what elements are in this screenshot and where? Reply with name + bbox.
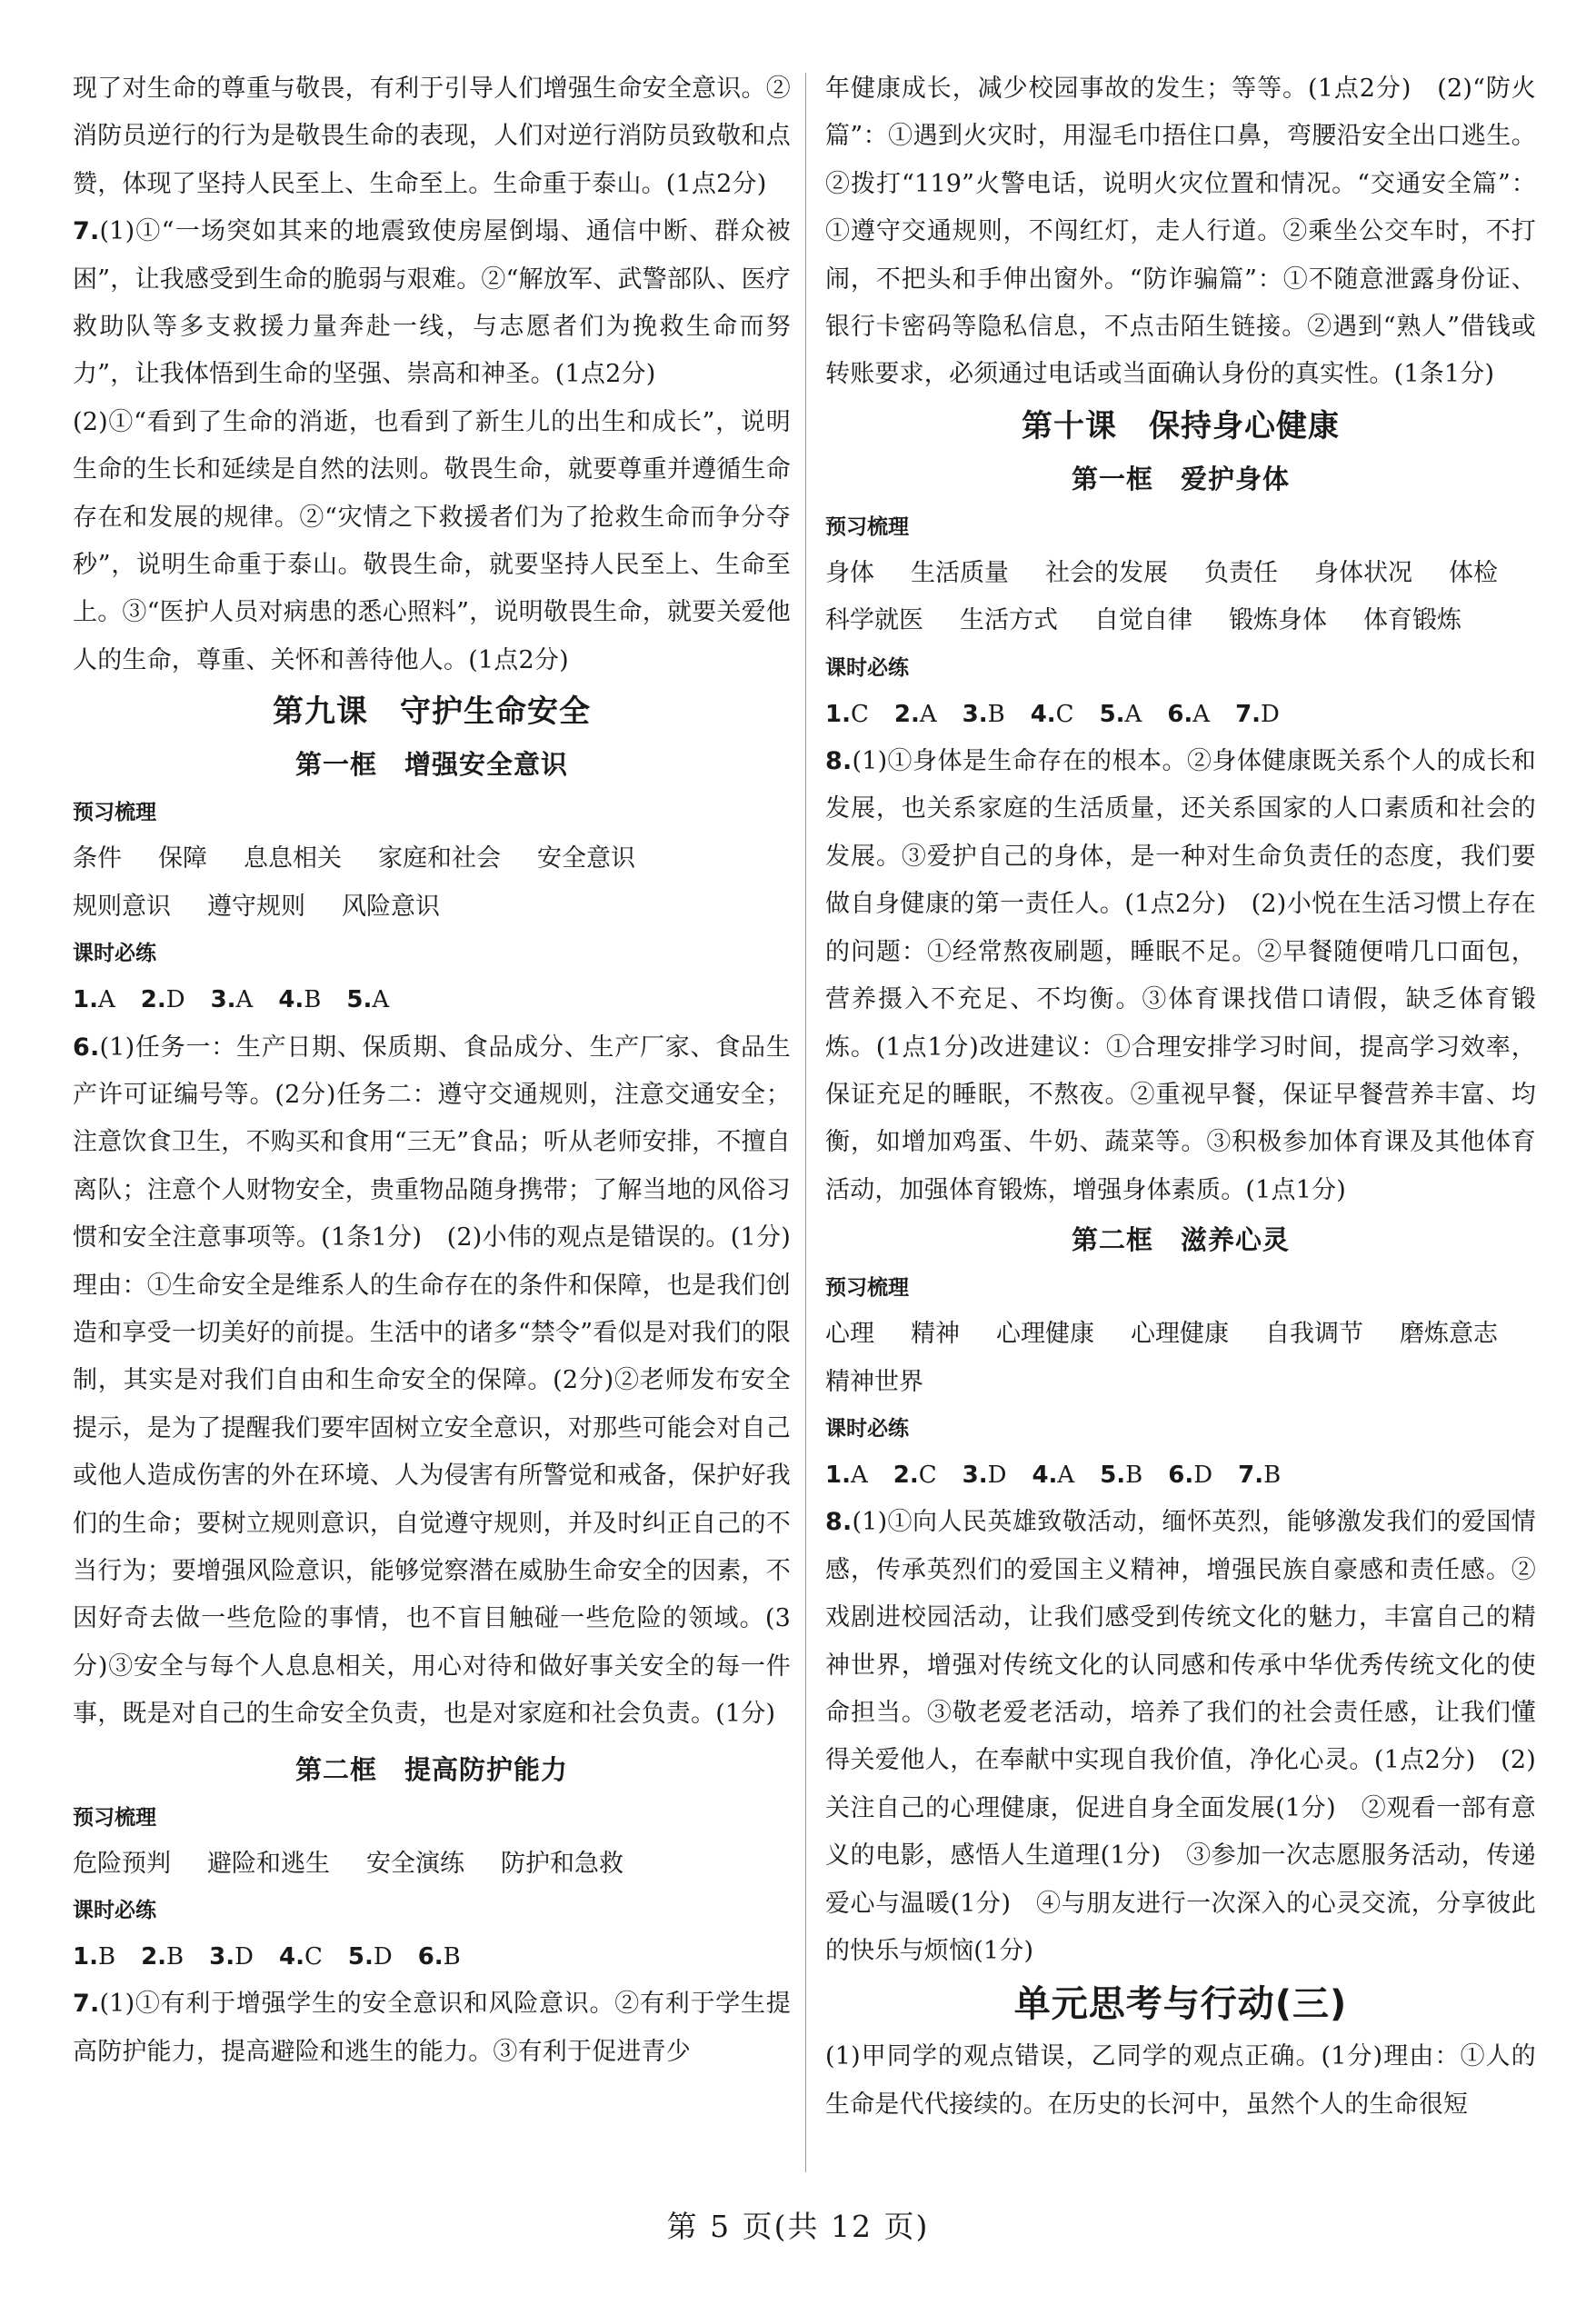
- section-label: 课时必练: [73, 1899, 156, 1922]
- mc-letter: C: [850, 700, 869, 728]
- keyword: 精神: [911, 1320, 960, 1349]
- section-label: 课时必练: [825, 1416, 909, 1441]
- keyword: 避险和逃生: [207, 1849, 330, 1878]
- lesson-title: 第十课 保持身心健康: [1022, 407, 1340, 444]
- keyword: 生活质量: [911, 558, 1009, 587]
- answer-text: (1)①身体是生命存在的根本。②身体健康既关系个人的成长和发展，也关系家庭的生活质量，还关系国家的人口素质和社会的发展。③爱护自己的身体，是一种对生命负责任的态度，我们要做自身健康的第一责任人。(1点2分) (2)小悦在生活习惯上存在的问题：①经常熬夜刷题，睡眠不足。②早餐随便啃几口面包，营养摄入不充足、不均衡。③体育课找借口请假，缺乏体育锻炼。(1点1分)改进建议：①合理安排学习时间，提高学习效率，保证充足的睡眠，不熬夜。②重视早餐，保证早餐营养丰富、均衡，如增加鸡蛋、牛奶、蔬菜等。③积极参加体育课及其他体育活动，加强体育锻炼，增强身体素质。(1点1分): [825, 747, 1536, 1204]
- mc-letter: D: [987, 1461, 1007, 1489]
- mc-answer: [141, 1933, 184, 1981]
- keyword: 心理健康: [996, 1320, 1094, 1349]
- keyword: 风险意识: [342, 892, 440, 921]
- mc-number: 2.: [893, 700, 920, 728]
- mc-answer: [1168, 1452, 1212, 1499]
- lesson-title: 第九课 守护生命安全: [273, 694, 591, 731]
- mc-letter: C: [918, 1461, 937, 1489]
- mc-answer: [1100, 1452, 1142, 1499]
- column-divider: [805, 73, 806, 2172]
- mc-letter: A: [372, 986, 390, 1014]
- mc-number: 1.: [825, 700, 851, 728]
- mc-answer: [894, 691, 937, 738]
- mc-letter: D: [234, 1943, 254, 1971]
- mc-number: 1.: [73, 1943, 98, 1971]
- frame-title: 第一框 增强安全意识: [294, 749, 568, 781]
- answer-paragraph: 年健康成长，减少校园事故的发生；等等。(1点2分) (2)“防火篇”：①遇到火灾时，用湿毛巾捂住口鼻，弯腰沿安全出口逃生。②拨打“119”火警电话，说明火灾位置和情况。“交通安全篇”：①遵守交通规则，不闯红灯，走人行道。②乘坐公交车时，不打闹，不把头和手伸出窗外。“防诈骗篇”：①不随意泄露身份证、银行卡密码等隐私信息，不点击陌生链接。②遇到“熟人”借钱或转账要求，必须通过电话或当面确认身份的真实性。(1条1分): [825, 75, 1536, 389]
- mc-answers: [73, 1933, 791, 1981]
- keyword: 息息相关: [244, 844, 342, 873]
- answer-paragraph: [825, 738, 1536, 1214]
- keyword: 心理: [825, 1320, 874, 1349]
- answer-paragraph: (2)①“看到了生命的消逝，也看到了新生儿的出生和成长”，说明生命的生长和延续是自然的法则。敬畏生命，就要尊重并遵循生命存在和发展的规律。②“灾情之下救援者们为了抢救生命而争分夺秒”，说明生命重于泰山。敬畏生命，就要坚持人民至上、生命至上。③“医护人员对病患的悉心照料”，说明敬畏生命，就要关爱他人的生命，尊重、关怀和善待他人。(1点2分): [73, 407, 791, 674]
- mc-letter: B: [1125, 1461, 1143, 1489]
- answer-paragraph: [73, 208, 791, 399]
- mc-answer: [346, 976, 389, 1023]
- mc-answer: [73, 976, 115, 1023]
- mc-letter: A: [97, 986, 115, 1014]
- mc-letter: B: [97, 1943, 116, 1971]
- mc-number: 2.: [141, 1943, 167, 1971]
- mc-answers: [825, 1452, 1536, 1499]
- mc-letter: C: [304, 1943, 323, 1971]
- question-number: 8.: [825, 747, 853, 776]
- keyword-list: [825, 1311, 1536, 1406]
- mc-answer: [1238, 1452, 1281, 1499]
- frame-title: 第二框 提高防护能力: [294, 1753, 568, 1785]
- mc-answer: [279, 1933, 323, 1981]
- mc-answer: [209, 1933, 254, 1981]
- mc-number: 5.: [1099, 700, 1125, 728]
- question-number: 7.: [73, 1990, 100, 2019]
- keyword: 科学就医: [825, 606, 923, 635]
- mc-letter: A: [919, 700, 937, 728]
- mc-number: 5.: [347, 1943, 374, 1971]
- mc-letter: B: [443, 1943, 461, 1971]
- right-column: [825, 65, 1536, 2129]
- mc-number: 1.: [73, 986, 98, 1014]
- keyword: 家庭和社会: [378, 844, 501, 873]
- question-number: 7.: [73, 217, 100, 246]
- mc-answers: [825, 691, 1536, 738]
- answer-paragraph: [825, 1499, 1536, 1975]
- mc-answer: [278, 976, 321, 1023]
- mc-answer: [141, 976, 185, 1023]
- mc-letter: B: [1263, 1461, 1282, 1489]
- unit-title: 单元思考与行动(三): [1013, 1983, 1348, 2026]
- mc-number: 3.: [210, 986, 236, 1014]
- answer-paragraph: [73, 1981, 791, 2076]
- frame-title: 第二框 滋养心灵: [1071, 1224, 1290, 1256]
- mc-answer: [963, 691, 1005, 738]
- question-number: 6.: [73, 1033, 100, 1062]
- mc-letter: A: [1057, 1461, 1075, 1489]
- keyword: 条件: [73, 844, 122, 873]
- mc-number: 2.: [140, 986, 166, 1014]
- answer-text: (1)①向人民英雄致敬活动，缅怀英烈，能够激发我们的爱国情感，传承英烈们的爱国主义精神，增强民族自豪感和责任感。②戏剧进校园活动，让我们感受到传统文化的魅力，丰富自己的精神世界，增强对传统文化的认同感和传承中华优秀传统文化的使命担当。③敬老爱老活动，培养了我们的社会责任感，让我们懂得关爱他人，在奉献中实现自我价值，净化心灵。(1点2分) (2)关注自己的心理健康，促进自身全面发展(1分) ②观看一部有意义的电影，感悟人生道理(1分) ③参加一次志愿服务活动，传递爱心与温暖(1分) ④与朋友进行一次深入的心灵交流，分享彼此的快乐与烦恼(1分): [825, 1508, 1536, 1965]
- section-label: 预习梳理: [825, 1276, 909, 1301]
- keyword: 自觉自律: [1094, 606, 1192, 635]
- mc-letter: C: [1055, 700, 1074, 728]
- mc-letter: A: [1124, 700, 1142, 728]
- mc-number: 5.: [346, 986, 373, 1014]
- keyword: 自我调节: [1265, 1320, 1363, 1349]
- keyword: 遵守规则: [207, 892, 305, 921]
- keyword: 社会的发展: [1045, 558, 1168, 587]
- mc-number: 6.: [1167, 700, 1193, 728]
- section-label: 预习梳理: [73, 801, 156, 825]
- left-column: [73, 65, 791, 2076]
- mc-number: 5.: [1100, 1461, 1126, 1489]
- keyword: 磨炼意志: [1400, 1320, 1498, 1349]
- keyword: 防护和急救: [501, 1849, 623, 1878]
- page-footer: 第 5 页(共 12 页): [666, 2209, 930, 2244]
- mc-answer: [1100, 691, 1142, 738]
- mc-letter: B: [166, 1943, 185, 1971]
- section-label: 课时必练: [825, 655, 909, 680]
- keyword: 身体: [825, 558, 874, 587]
- mc-answer: [825, 1452, 868, 1499]
- mc-answer: [1032, 1452, 1074, 1499]
- mc-answers: [73, 976, 791, 1023]
- mc-letter: D: [1193, 1461, 1213, 1489]
- answer-paragraph: [73, 1024, 791, 1739]
- mc-number: 3.: [962, 1461, 988, 1489]
- mc-letter: D: [165, 986, 185, 1014]
- mc-number: 7.: [1235, 700, 1262, 728]
- keyword: 体育锻炼: [1363, 606, 1461, 635]
- mc-number: 4.: [1032, 1461, 1058, 1489]
- mc-answer: [348, 1933, 393, 1981]
- mc-answer: [418, 1933, 461, 1981]
- answer-paragraph: (1)甲同学的观点错误，乙同学的观点正确。(1分)理由：①人的生命是代代接续的。在历史的长河中，虽然个人的生命很短: [825, 2042, 1536, 2119]
- keyword: 身体状况: [1314, 558, 1412, 587]
- answer-text: (1)①有利于增强学生的安全意识和风险意识。②有利于学生提高防护能力，提高避险和逃生的能力。③有利于促进青少: [73, 1990, 791, 2066]
- mc-number: 4.: [278, 1943, 304, 1971]
- mc-number: 6.: [417, 1943, 444, 1971]
- keyword-list: [73, 835, 791, 931]
- mc-number: 4.: [1030, 700, 1056, 728]
- mc-answer: [963, 1452, 1007, 1499]
- mc-number: 7.: [1238, 1461, 1264, 1489]
- keyword: 精神世界: [825, 1367, 923, 1396]
- keyword: 生活方式: [960, 606, 1058, 635]
- section-label: 预习梳理: [825, 514, 909, 539]
- mc-number: 6.: [1168, 1461, 1194, 1489]
- answer-text: (1)①“一场突如其来的地震致使房屋倒塌、通信中断、群众被困”，让我感受到生命的脆弱与艰难。②“解放军、武警部队、医疗救助队等多支救援力量奔赴一线，与志愿者们为挽救生命而努力”，让我体悟到生命的坚强、崇高和神圣。(1点2分): [73, 217, 791, 389]
- mc-answer: [1031, 691, 1074, 738]
- mc-letter: A: [235, 986, 254, 1014]
- mc-answer: [825, 691, 869, 738]
- mc-answer: [211, 976, 254, 1023]
- mc-answer: [1167, 691, 1210, 738]
- mc-answer: [73, 1933, 115, 1981]
- mc-number: 2.: [893, 1461, 919, 1489]
- keyword: 规则意识: [73, 892, 171, 921]
- section-label: 预习梳理: [73, 1805, 156, 1830]
- section-label: 课时必练: [73, 942, 156, 966]
- mc-answer: [893, 1452, 937, 1499]
- mc-answer: [1235, 691, 1280, 738]
- keyword: 安全意识: [537, 844, 635, 873]
- keyword: 安全演练: [366, 1849, 464, 1878]
- mc-letter: B: [987, 700, 1005, 728]
- keyword: 负责任: [1204, 558, 1278, 587]
- mc-number: 3.: [962, 700, 988, 728]
- keyword-list: [825, 550, 1536, 645]
- mc-letter: A: [850, 1461, 868, 1489]
- keyword: 危险预判: [73, 1849, 171, 1878]
- mc-letter: D: [1261, 700, 1280, 728]
- keyword-list: [73, 1841, 791, 1888]
- keyword: 锻炼身体: [1229, 606, 1327, 635]
- mc-letter: D: [373, 1943, 393, 1971]
- keyword: 保障: [158, 844, 207, 873]
- mc-letter: A: [1192, 700, 1211, 728]
- frame-title: 第一框 爱护身体: [1071, 463, 1290, 494]
- keyword: 体检: [1449, 558, 1498, 587]
- answer-paragraph: 现了对生命的尊重与敬畏，有利于引导人们增强生命安全意识。②消防员逆行的行为是敬畏生命的表现，人们对逆行消防员致敬和点赞，体现了坚持人民至上、生命至上。生命重于泰山。(1点2分): [73, 75, 791, 198]
- mc-letter: B: [304, 986, 322, 1014]
- mc-number: 4.: [278, 986, 304, 1014]
- keyword: 心理健康: [1131, 1320, 1229, 1349]
- answer-text: (1)任务一：生产日期、保质期、食品成分、生产厂家、食品生产许可证编号等。(2分)任务二：遵守交通规则，注意交通安全；注意饮食卫生，不购买和食用“三无”食品；听从老师安排，不擅自离队；注意个人财物安全，贵重物品随身携带；了解当地的风俗习惯和安全注意事项等。(1条1分) (2)小伟的观点是错误的。(1分)理由：①生命安全是维系人的生命存在的条件和保障，也是我们创造和享受一切美好的前提。生活中的诸多“禁令”看似是对我们的限制，其实是对我们自由和生命安全的保障。(2分)②老师发布安全提示，是为了提醒我们要牢固树立安全意识，对那些可能会对自己或他人造成伤害的外在环境、人为侵害有所警觉和戒备，保护好我们的生命；要树立规则意识，自觉遵守规则，并及时纠正自己的不当行为；要增强风险意识，能够觉察潜在威胁生命安全的因素，不因好奇去做一些危险的事情，也不盲目触碰一些危险的领域。(3分)③安全与每个人息息相关，用心对待和做好事关安全的每一件事，既是对自己的生命安全负责，也是对家庭和社会负责。(1分): [73, 1033, 791, 1729]
- mc-number: 1.: [825, 1461, 851, 1489]
- mc-number: 3.: [209, 1943, 235, 1971]
- question-number: 8.: [825, 1508, 853, 1537]
